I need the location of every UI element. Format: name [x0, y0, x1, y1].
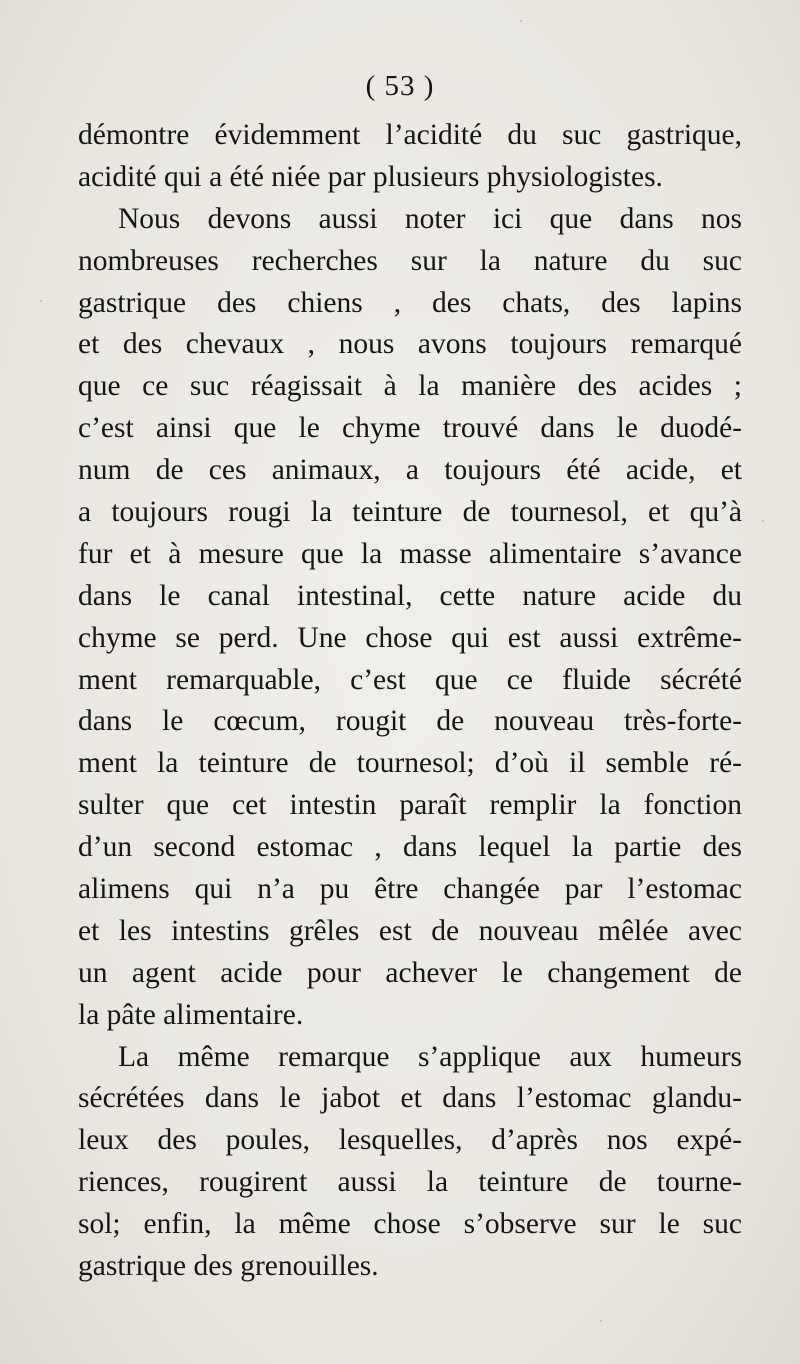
text-line: sol; enfin, la même chose s’observe sur le suc: [78, 1208, 742, 1241]
paper-speck: [762, 520, 764, 522]
text-line: ment la teinture de tournesol; d’où il semble ré-: [78, 747, 742, 780]
text-line: et des chevaux , nous avons toujours remarqué: [78, 328, 742, 361]
text-line: riences, rougirent aussi la teinture de tourne-: [78, 1166, 742, 1199]
text-line: sécrétées dans le jabot et dans l’estomac glandu-: [78, 1082, 742, 1115]
text-line: la pâte alimentaire.: [78, 998, 304, 1031]
text-line: chyme se perd. Une chose qui est aussi extrême-: [78, 621, 742, 654]
text-line: gastrique des grenouilles.: [78, 1250, 379, 1283]
text-line: La même remarque s’applique aux humeurs: [118, 1040, 742, 1073]
text-line: d’un second estomac , dans lequel la partie des: [78, 831, 742, 864]
paper-speck: [600, 1320, 602, 1322]
text-line: un agent acide pour achever le changement de: [78, 956, 742, 989]
text-line: acidité qui a été niée par plusieurs physiologistes.: [78, 160, 663, 193]
text-line: dans le canal intestinal, cette nature acide du: [78, 579, 742, 612]
body-text: [78, 115, 742, 1288]
text-line: et les intestins grêles est de nouveau mêlée avec: [78, 914, 742, 947]
paper-speck: [520, 20, 522, 22]
text-line: nombreuses recherches sur la nature du suc: [78, 244, 742, 277]
text-line: alimens qui n’a pu être changée par l’estomac: [78, 873, 742, 906]
page-number: ( 53 ): [365, 70, 435, 102]
text-line: num de ces animaux, a toujours été acide, et: [78, 454, 742, 487]
text-line: sulter que cet intestin paraît remplir la fonction: [78, 789, 742, 822]
text-line: fur et à mesure que la masse alimentaire s’avance: [78, 537, 742, 570]
text-line: que ce suc réagissait à la manière des acides ;: [78, 370, 742, 403]
text-line: c’est ainsi que le chyme trouvé dans le duodé-: [78, 412, 742, 445]
text-line: gastrique des chiens , des chats, des lapins: [78, 286, 742, 319]
text-line: dans le cœcum, rougit de nouveau très-forte-: [78, 705, 742, 738]
paper-speck: [40, 300, 42, 302]
text-line: leux des poules, lesquelles, d’après nos expé-: [78, 1124, 742, 1157]
text-line: a toujours rougi la teinture de tournesol, et qu’à: [78, 496, 742, 529]
text-line: Nous devons aussi noter ici que dans nos: [118, 202, 742, 235]
text-line: démontre évidemment l’acidité du suc gastrique,: [78, 119, 742, 151]
text-line: ment remarquable, c’est que ce fluide sécrété: [78, 663, 742, 696]
